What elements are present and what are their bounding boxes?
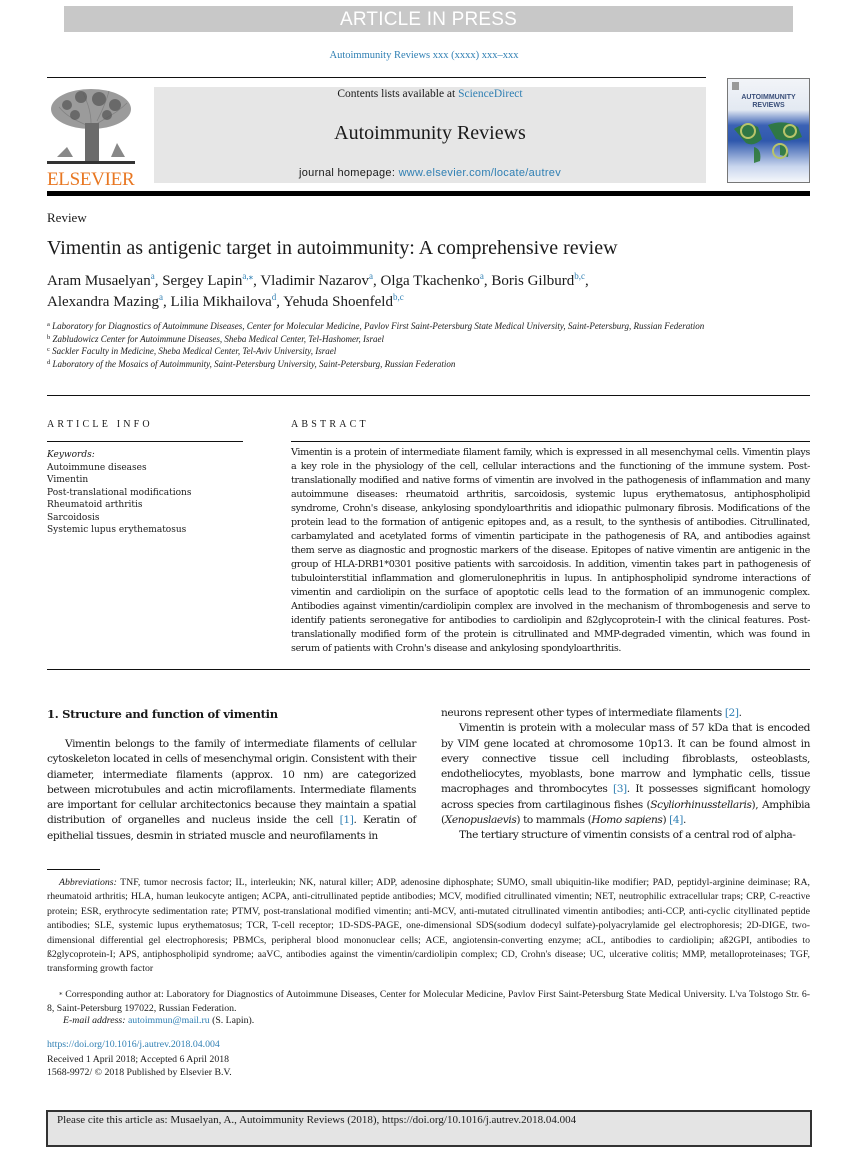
- elsevier-tree-icon: [47, 87, 135, 165]
- keyword: Autoimmune diseases: [47, 462, 147, 473]
- author[interactable]: Aram Musaelyan$^a$: [47, 271, 155, 289]
- paragraph: neurons represent other types of intermediate filaments [2].: [441, 707, 742, 719]
- cover-publisher-icon: [732, 82, 739, 90]
- affiliation: $^d$ Laboratory of the Mosaics of Autoimmunity, Saint-Petersburg University, Saint-Petersburg, Russian Federation: [47, 358, 456, 369]
- journal-homepage-line: [154, 167, 706, 179]
- article-type-label: Review: [47, 210, 87, 225]
- paragraph: Vimentin is protein with a molecular mass of 57 kDa that is encoded by VIM gene located at chromosome 10p13. It can be found almost in every connective tissue cell including fibroblasts, osteoblasts, endotheliocytes, myoblasts, bone marrow and lymphatic cells, tissue macrophages and thrombocytes [3]. It possesses significant homology across species from cartilaginous fishes (Scyliorhinusstellaris), Amphibia (Xenopuslaevis) to mammals (Homo sapiens) [4].: [441, 722, 810, 827]
- paragraph: Vimentin belongs to the family of intermediate filaments of cellular cytoskeleton located in cells of mesenchymal origin. Consistent with their diameter, intermediate filaments (approx. 10 nm) are categorized between microtubules and actin microfilaments. Intermediate filaments are important for cellular architectonics because they maintain a spatial distribution of organelles and nucleus inside the cell [1]. Keratin of epithelial tissues, desmin in striated muscle and neurofilaments in: [47, 738, 416, 842]
- author[interactable]: Olga Tkachenko$^a$: [380, 271, 484, 289]
- journal-reference-link[interactable]: Autoimmunity Reviews xxx (xxxx) xxx–xxx: [329, 50, 519, 61]
- citation-text: Please cite this article as: Musaelyan, A., Autoimmunity Reviews (2018), https://doi.org/10.1016/j.autrev.2018.04.004: [57, 1114, 577, 1126]
- citation-link[interactable]: [4]: [669, 814, 683, 827]
- email-line: E-mail address: autoimmun@mail.ru (S. Lapin).: [63, 1015, 255, 1026]
- journal-title: Autoimmunity Reviews: [334, 122, 526, 144]
- author[interactable]: Lilia Mikhailova$^d$: [170, 292, 277, 310]
- author[interactable]: Sergey Lapin$^{a,⁎}$: [162, 271, 254, 289]
- keyword: Systemic lupus erythematosus: [47, 525, 187, 535]
- corresponding-author-footnote: ⁎ Corresponding author at: Laboratory for Diagnostics of Autoimmune Diseases, Center for Molecular Medicine, Pavlov First Saint-Petersburg State Medical University. L'va Tolstogo Str. 6-8, Saint-Petersburg 197022, Russian Federation.: [47, 989, 810, 1015]
- author-affiliation-link[interactable]: a,⁎: [242, 271, 254, 281]
- abstract-text: Vimentin is a protein of intermediate filament family, which is expressed in all mesenchymal cells. Vimentin plays a key role in the physiology of the cell, cellular interactions and the functioning of the immune system. Post-translationally modified and native forms of vimentin are involved in the pathogenesis of inflammation and many autoimmune diseases: rheumatoid arthritis, sarcoidosis, systemic lupus erythematosus, antiphospholipid syndrome, Crohn's disease, ankylosing spondyloarthritis and idiopathic pulmonary fibrosis. Modifications of the protein lead to the formation of antigenic epitopes and, as a result, to the synthesis of antibodies. Citrullinated, carbamylated and acetylated forms of vimentin participate in the pathogenesis of RA, and antibodies against them serve as diagnostic and prognostic markers of the disease. Epitopes of native vimentin are antigenic in the group of HLA-DRB1*0301 positive patients with sarcoidosis. In addition, vimentin takes part in pathogenesis of tubulointerstitial inflammation and glomerulonephritis in lupus. In antiphospholipid syndrome interactions of vimentin and cardiolipin on the surface of apoptotic cells lead to the formation of an immunogenic complex. Antibodies against vimentin/cardiolipin complex are involved in the mechanism of thrombogenesis and serve to identify patients seronegative for antibodies to cardiolipin and ß2glycoprotein-I with the clinical features. Post-translationally modified form of the protein is citrullinated and MMP-degraded vimentin, which was found in serum of patients with Crohn's disease and ankylosing spondyloarthritis.: [291, 447, 810, 654]
- keyword: Vimentin: [47, 475, 89, 485]
- author-affiliation-link[interactable]: a: [159, 292, 164, 302]
- footnote-rule: [47, 869, 100, 870]
- author[interactable]: Vladimir Nazarov$^a$: [260, 271, 374, 289]
- author-affiliation-link[interactable]: a: [479, 271, 484, 281]
- article-info-rule: [47, 441, 243, 442]
- keyword: Post-translational modifications: [47, 487, 192, 498]
- sciencedirect-link[interactable]: ScienceDirect: [458, 88, 523, 100]
- cover-world-map-icon: [728, 117, 809, 167]
- citation-link[interactable]: [3]: [612, 783, 627, 796]
- citation-box: [46, 1110, 812, 1147]
- elsevier-wordmark: ELSEVIER: [47, 169, 135, 190]
- citation-link[interactable]: [2]: [724, 707, 739, 719]
- homepage-prefix: journal homepage:: [298, 167, 399, 179]
- journal-cover-thumbnail[interactable]: [727, 78, 810, 183]
- author[interactable]: Yehuda Shoenfeld$^{b,c}$: [283, 292, 404, 310]
- section-heading: 1. Structure and function of vimentin: [47, 707, 278, 721]
- article-info-heading: ARTICLE INFO: [47, 419, 153, 430]
- received-dates: Received 1 April 2018; Accepted 6 April 2018: [47, 1054, 230, 1065]
- journal-homepage-link[interactable]: www.elsevier.com/locate/autrev: [398, 167, 562, 179]
- contents-line: [154, 88, 706, 100]
- cover-title: [728, 94, 809, 109]
- author-affiliation-link[interactable]: a: [369, 271, 374, 281]
- author-list: Aram Musaelyan$^a$, Sergey Lapin$^{a,⁎}$, Vladimir Nazarov$^a$, Olga Tkachenko$^a$, Boris Gilburd$^{b,c}$, Alexandra Mazing$^a$, Lilia Mikhailova$^d$, Yehuda Shoenfeld$^{b,c}$: [47, 271, 589, 310]
- author-affiliation-link[interactable]: b,c: [574, 271, 585, 281]
- abstract-bottom-rule: [47, 669, 810, 670]
- keyword: Rheumatoid arthritis: [47, 500, 143, 510]
- doi-link[interactable]: https://doi.org/10.1016/j.autrev.2018.04.004: [47, 1039, 220, 1050]
- citation-link[interactable]: [1]: [339, 814, 354, 827]
- article-in-press-banner: ARTICLE IN PRESS: [64, 6, 793, 32]
- author[interactable]: Boris Gilburd$^{b,c}$: [491, 271, 585, 289]
- body-column-right: [441, 706, 810, 844]
- contents-prefix: Contents lists available at: [337, 88, 459, 100]
- cover-title-line1: AUTOIMMUNITY: [741, 94, 796, 101]
- affiliation: $^c$ Sackler Faculty in Medicine, Sheba Medical Center, Tel-Aviv University, Israel: [47, 346, 337, 356]
- affiliation-list: [47, 320, 727, 370]
- author[interactable]: Alexandra Mazing$^a$: [47, 292, 164, 310]
- author-affiliation-link[interactable]: b,c: [392, 292, 404, 302]
- copyright-line: 1568-9972/ © 2018 Published by Elsevier B.V.: [47, 1067, 232, 1078]
- affiliation: $^a$ Laboratory for Diagnostics of Autoimmune Diseases, Center for Molecular Medicine, Pavlov First Saint-Petersburg State Medical University, Saint-Petersburg, Russian Federation: [47, 321, 705, 331]
- keywords-list: [47, 449, 191, 537]
- header-top-rule: [47, 77, 706, 78]
- abbreviations-footnote: Abbreviations: TNF, tumor necrosis factor; IL, interleukin; NK, natural killer; ADP, adenosine diphosphate; SUMO, small ubiquitin-like modifier; PAD, peptidyl-arginine deiminase; RA, rheumatoid arthritis; HLA, human leukocyte antigen; ACPA, anti-citrullinated peptide antibodies; MCV, modified citrullinated vimentin; NET, neutrophilic extracellular traps; CRP, C-reactive protein; ESR, erythrocyte sedimentation rate; PTMV, post-translational modified vimentin; anti-MCV, anti-mutated citrullinated vimentin antibodies; anti-CCP, anti-cyclic cityllinated peptide antibodies; SLE, systemic lupus erythematosus; TCR, T-cell receptor; 1D-SDS-PAGE, one-dimensional SDS(sodium dodecyl sulfate)-polyacrylamide gel electrophoresis; 2D-DIGE, two-dimensional differential gel electrophoresis; PBMCs, peripheral blood mononuclear cells; ACE, angiotensin-converting enzyme; aCL, antibodies to cardiolipin; aß2GPI, antibodies to ß2glycoprotein-I; APS, antiphospholipid syndrome; aaVC, antibodies against the vimentin/cardiolipin complex; CD, Crohn's disease; UC, ulcerative colitis; MMP, metalloproteinases; TGF, transforming growth factor: [47, 877, 810, 975]
- article-title: Vimentin as antigenic target in autoimmunity: A comprehensive review: [47, 237, 618, 259]
- abstract-heading: ABSTRACT: [291, 419, 369, 430]
- header-bottom-rule: [47, 191, 810, 196]
- elsevier-logo[interactable]: [47, 87, 135, 190]
- paragraph: The tertiary structure of vimentin consists of a central rod of alpha-: [459, 829, 796, 842]
- author-affiliation-link[interactable]: a: [150, 271, 155, 281]
- journal-header-banner: [154, 87, 706, 183]
- abstract-rule: [291, 441, 810, 442]
- keywords-label: Keywords:: [47, 450, 95, 460]
- cover-title-line2: REVIEWS: [752, 101, 785, 109]
- author-affiliation-link[interactable]: d: [271, 292, 277, 302]
- section-divider: [47, 395, 810, 396]
- keyword: Sarcoidosis: [47, 512, 100, 523]
- body-column-left: [47, 737, 416, 844]
- email-link[interactable]: autoimmun@mail.ru: [127, 1015, 210, 1026]
- affiliation: $^b$ Zabludowicz Center for Autoimmune Diseases, Sheba Medical Center, Tel-Hashomer, Israel: [47, 333, 384, 344]
- abbreviations-label: Abbreviations:: [59, 877, 117, 888]
